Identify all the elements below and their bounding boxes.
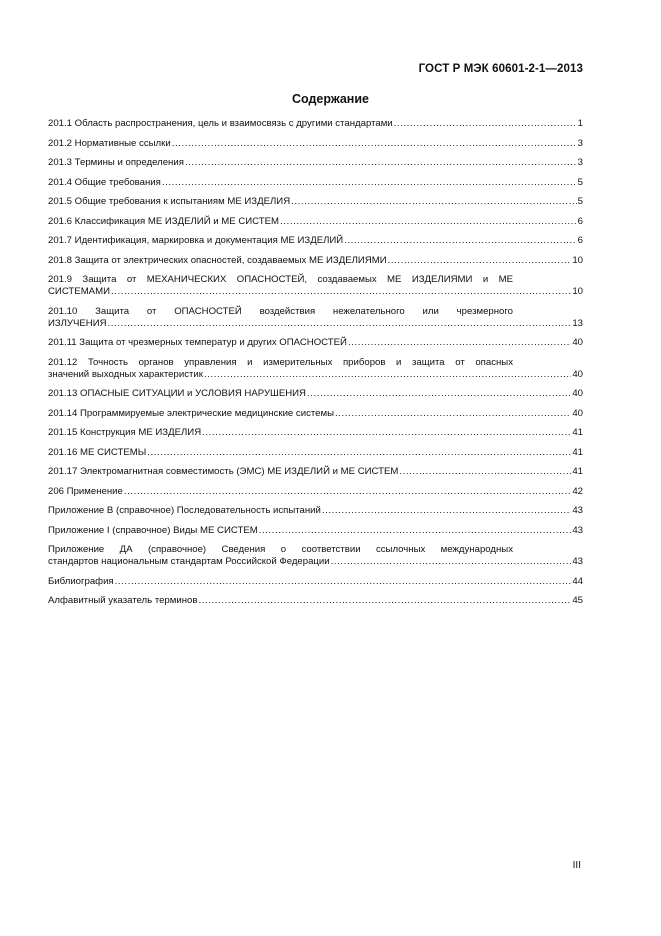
toc-entry-title: 201.13 ОПАСНЫЕ СИТУАЦИИ и УСЛОВИЯ НАРУШЕНИЯ (48, 388, 306, 399)
document-header: ГОСТ Р МЭК 60601-2-1—2013 (418, 63, 583, 75)
toc-entry-title: 201.3 Термины и определения (48, 157, 184, 168)
toc-entry-title: 201.14 Программируемые электрические медицинские системы (48, 407, 334, 419)
toc-entry[interactable] (48, 255, 583, 267)
toc-entry-title: Алфавитный указатель терминов (48, 595, 198, 606)
toc-entry-page: 5 (577, 176, 583, 188)
toc-entry-title: СИСТЕМАМИ (48, 286, 110, 297)
toc-title: Содержание (291, 92, 369, 106)
dot-leader (204, 369, 571, 381)
toc-entry-title: стандартов национальным стандартам Российской Федерации (48, 556, 330, 567)
toc-entry-title: 201.2 Нормативные ссылки (48, 137, 171, 149)
dot-leader (335, 408, 571, 420)
toc-entry[interactable] (48, 388, 583, 400)
toc-entry-title: 201.16 МЕ СИСТЕМЫ (48, 446, 147, 458)
toc-entry-page: 3 (577, 157, 583, 168)
toc-entry-title: 201.11 Защита от чрезмерных температур и других ОПАСНОСТЕЙ (48, 337, 347, 348)
dot-leader (108, 318, 572, 330)
dot-leader (115, 576, 572, 588)
toc-entry[interactable] (48, 357, 583, 381)
toc-entry-title: 206 Применение (48, 485, 123, 497)
dot-leader (198, 595, 571, 607)
toc-entry-title: 201.7 Идентификация, маркировка и документация МЕ ИЗДЕЛИЙ (48, 235, 344, 246)
toc-entry[interactable] (48, 306, 583, 330)
dot-leader (291, 196, 577, 208)
toc-entry[interactable] (48, 486, 583, 498)
toc-entry-page: 5 (577, 196, 583, 207)
toc-entry-page: 6 (577, 215, 583, 227)
toc-entry-page: 42 (572, 485, 583, 497)
toc-entry[interactable] (48, 177, 583, 189)
toc-entry-page: 40 (572, 388, 583, 399)
toc-entry[interactable] (48, 447, 583, 459)
toc-entry-page: 41 (572, 427, 583, 438)
toc-entry-page: 6 (577, 235, 583, 246)
toc-entry[interactable] (48, 466, 583, 478)
toc-entry-page: 1 (577, 118, 583, 129)
toc-entry[interactable] (48, 196, 583, 208)
toc-entry[interactable] (48, 408, 583, 420)
toc-entry[interactable] (48, 216, 583, 228)
toc-entry-title: 201.8 Защита от электрических опасностей, создаваемых МЕ ИЗДЕЛИЯМИ (48, 254, 387, 266)
toc-entry-page: 13 (572, 317, 583, 329)
dot-leader (259, 525, 572, 537)
dot-leader (280, 216, 577, 228)
toc-entry-page: 3 (577, 137, 583, 149)
toc-entry-title: 201.1 Область распространения, цель и взаимосвязь с другими стандартами (48, 118, 393, 129)
toc-entry[interactable] (48, 427, 583, 439)
toc-entry-title: 201.6 Классификация МЕ ИЗДЕЛИЙ и МЕ СИСТЕМ (48, 215, 280, 227)
dot-leader (111, 286, 571, 298)
dot-leader (399, 466, 571, 478)
dot-leader (147, 447, 571, 459)
toc-entry[interactable] (48, 595, 583, 607)
toc-entry-page: 41 (572, 446, 583, 458)
toc-entry-title: 201.15 Конструкция МЕ ИЗДЕЛИЯ (48, 427, 202, 438)
dot-leader (162, 177, 577, 189)
dot-leader (307, 388, 571, 400)
toc-entry-page: 40 (572, 407, 583, 419)
toc-entry-page: 10 (572, 286, 583, 297)
page-number: III (572, 860, 581, 871)
dot-leader (348, 337, 571, 349)
toc-entry-title-line1: 201.12 Точность органов управления и измерительных приборов и защита от опасных (48, 356, 513, 368)
toc-entry-title-line1: Приложение ДА (справочное) Сведения о соответствии ссылочных международных (48, 544, 513, 555)
dot-leader (394, 118, 577, 130)
toc-entry[interactable] (48, 505, 583, 517)
toc-entry-title: значений выходных характеристик (48, 368, 203, 380)
toc-entry-page: 45 (572, 595, 583, 606)
toc-entry-title: 201.5 Общие требования к испытаниям МЕ ИЗДЕЛИЯ (48, 196, 291, 207)
toc-entry-title: ИЗЛУЧЕНИЯ (48, 317, 107, 329)
toc-entry[interactable] (48, 274, 583, 298)
toc-entry[interactable] (48, 525, 583, 537)
toc-entry-page: 10 (572, 254, 583, 266)
toc-entry-page: 41 (572, 466, 583, 477)
toc-entry[interactable] (48, 544, 583, 568)
toc-entry-page: 40 (572, 337, 583, 348)
toc-entry-page: 43 (572, 505, 583, 516)
dot-leader (388, 255, 572, 267)
table-of-contents (48, 118, 583, 615)
dot-leader (202, 427, 571, 439)
toc-entry-page: 43 (572, 524, 583, 536)
toc-entry-title: Приложение I (справочное) Виды МЕ СИСТЕМ (48, 524, 258, 536)
toc-entry-title: 201.4 Общие требования (48, 176, 161, 188)
toc-entry[interactable] (48, 138, 583, 150)
dot-leader (172, 138, 577, 150)
toc-entry-title: Приложение В (справочное) Последовательность испытаний (48, 505, 321, 516)
toc-entry[interactable] (48, 337, 583, 349)
toc-entry-title-line1: 201.10 Защита от ОПАСНОСТЕЙ воздействия нежелательного или чрезмерного (48, 305, 513, 317)
toc-entry[interactable] (48, 576, 583, 588)
toc-entry-page: 43 (572, 556, 583, 567)
dot-leader (331, 556, 572, 568)
dot-leader (124, 486, 572, 498)
toc-entry-title: Библиография (48, 575, 114, 587)
toc-entry[interactable] (48, 157, 583, 169)
dot-leader (344, 235, 576, 247)
dot-leader (185, 157, 577, 169)
toc-entry[interactable] (48, 118, 583, 130)
dot-leader (322, 505, 571, 517)
toc-entry-page: 44 (572, 575, 583, 587)
toc-entry-title-line1: 201.9 Защита от МЕХАНИЧЕСКИХ ОПАСНОСТЕЙ, создаваемых МЕ ИЗДЕЛИЯМИ и МЕ (48, 274, 513, 285)
toc-entry-page: 40 (572, 368, 583, 380)
toc-entry[interactable] (48, 235, 583, 247)
toc-entry-title: 201.17 Электромагнитная совместимость (ЭМС) МЕ ИЗДЕЛИЙ и МЕ СИСТЕМ (48, 466, 399, 477)
